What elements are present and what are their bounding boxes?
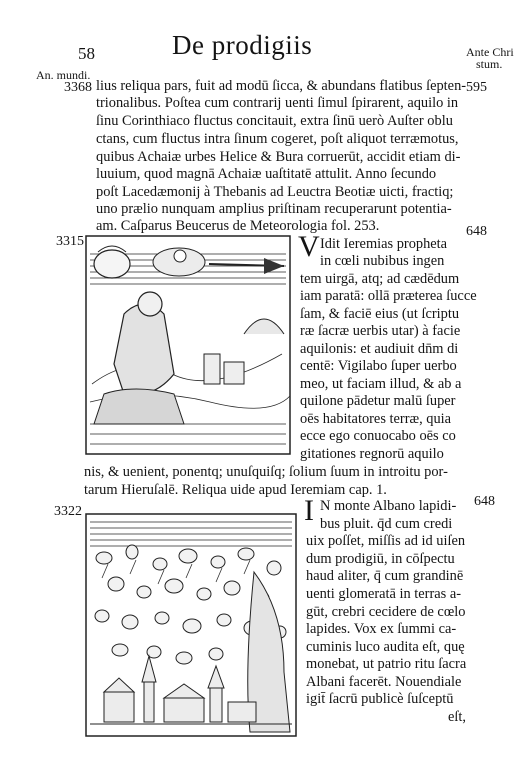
text-line: tarum Hieruſalē. Reliqua uide apud Ieremiam cap. 1. — [84, 482, 387, 498]
text-line: am. Caſparus Beucerus de Meteorologia fol. 253. — [96, 218, 380, 234]
year-left-2: 3315 — [56, 234, 84, 249]
text-line: tem uirgā, atq; ad cædēdum — [300, 271, 460, 287]
text-line: quilone pādetur malū ſuper — [300, 393, 456, 409]
text-line: iam paratā: ollā præterea ſucce — [300, 288, 477, 304]
text-line: N monte Albano lapidi- — [320, 498, 457, 514]
margin-note-ante-christum-2: stum. — [476, 57, 503, 71]
text-line: poſt Lacedæmonij à Thebanis ad Leuctra Beotiæ uicti, fractiq; — [96, 184, 454, 200]
text-line: Idit Ieremias propheta — [320, 236, 448, 252]
text-line: lapides. Vox ex ſummi ca- — [306, 621, 457, 637]
dropcap-i: I — [304, 494, 314, 527]
text-line: aquilonis: et audiuit dn̄m di — [300, 341, 459, 357]
text-line: Albani facerēt. Nouendiale — [306, 674, 462, 690]
woodcut-stone-rain-illustration — [84, 512, 298, 738]
text-line: cuminis luco audita eſt, quę — [306, 639, 465, 655]
text-line: ecce ego conuocabo oēs co — [300, 428, 456, 444]
year-right-3: 648 — [474, 494, 495, 509]
text-line: dum prodigiū, in cōſpectu — [306, 551, 455, 567]
text-line: lius reliqua pars, fuit ad modū ſicca, & abundans flatibus ſepten- — [96, 78, 467, 94]
text-line: uenti glomeratā in terras a- — [306, 586, 462, 602]
year-right-1: 595 — [466, 80, 487, 95]
text-line: luuium, quod magnā Achaiæ uaſtitatē attulit. Anno ſecundo — [96, 166, 437, 182]
text-line: bus pluit. q̄d cum credi — [320, 516, 453, 532]
text-line: trionalibus. Poſtea cum contrarij uenti ſimul ſpirarent, aquilo in — [96, 95, 459, 111]
text-line: gitationes regnorū aquilo — [300, 446, 444, 462]
text-line: in cœli nubibus ingen — [320, 253, 445, 269]
text-line: ctans, cum fluctus intra ſinum cogeret, poſt aliquot terræmotus, — [96, 131, 459, 147]
text-line: uix poſſet, miſſis ad id uiſen — [306, 533, 466, 549]
woodcut-ieremias-illustration — [84, 234, 292, 456]
page-title: De prodigiis — [172, 30, 313, 60]
year-right-2: 648 — [466, 224, 487, 239]
catchword: eſt, — [448, 709, 466, 725]
text-line: haud aliter, q̄ cum grandinē — [306, 568, 464, 584]
text-line: ſam, & faciē eius (ut ſcriptu — [300, 306, 460, 322]
margin-note-ante-christum-1: Ante Chri — [466, 45, 514, 59]
text-line: monebat, ut patrio ritu ſacra — [306, 656, 467, 672]
text-line: ſinu Corinthiaco fluctus concitauit, extra ſinū uerò Auſter oblu — [96, 113, 453, 129]
text-line: uno prælio nunquam amplius priſtinam recuperarunt potentia- — [96, 201, 452, 217]
text-line: centē: Vigilabo ſuper uerbo — [300, 358, 457, 374]
year-left-1: 3368 — [64, 80, 92, 95]
text-line: ræ ſacræ uerbis utar) à facie — [300, 323, 461, 339]
year-left-3: 3322 — [54, 504, 82, 519]
text-line: oēs habitatores terræ, quia — [300, 411, 452, 427]
text-line: meo, ut faciam illud, & ab a — [300, 376, 462, 392]
text-line: nis, & uenient, ponentq; unuſquiſq; ſolium ſuum in introitu por- — [84, 464, 448, 480]
page-number: 58 — [78, 44, 95, 63]
text-line: igit̄ ſacrū publicè ſuſceptū — [306, 691, 454, 707]
text-line: gūt, crebri cecidere de cœlo — [306, 604, 466, 620]
margin-note-anno-mundi: An. mundi. — [36, 68, 91, 82]
dropcap-v: V — [298, 230, 320, 263]
text-line: quibus Achaiæ urbes Helice & Bura corruerūt, accidit etiam di- — [96, 149, 461, 165]
